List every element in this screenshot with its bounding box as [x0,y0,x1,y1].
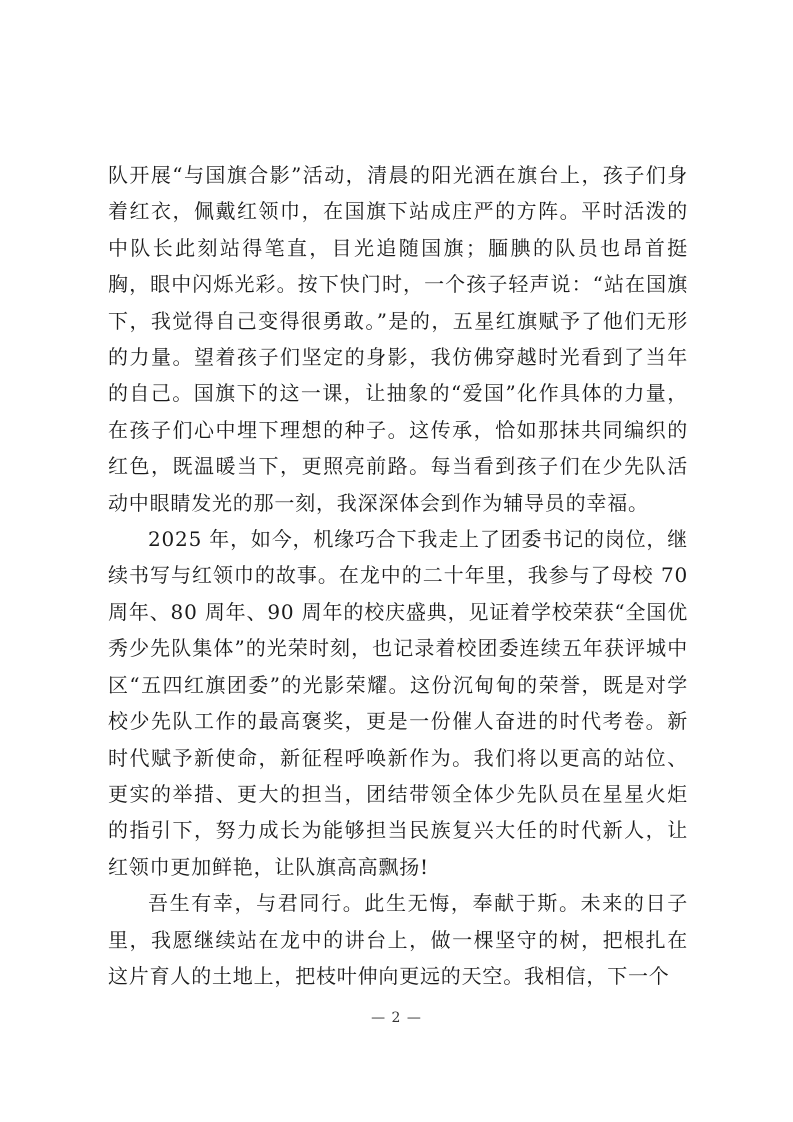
paragraph-2025: 2025 年，如今，机缘巧合下我走上了团委书记的岗位，继续书写与红领巾的故事。在龙中的二十年里，我参与了母校 70 周年、80 周年、90 周年的校庆盛典，见证着学校荣获“全国优秀少先队集体”的光荣时刻，也记录着校团委连续五年获评城中区“五四红旗团委”的光影荣耀。这份沉甸甸的荣誉，既是对学校少先队工作的最高褒奖，更是一份催人奋进的时代考卷。新时代赋予新使命，新征程呼唤新作为。我们将以更高的站位、更实的举措、更大的担当，团结带领全体少先队员在星星火炬的指引下，努力成长为能够担当民族复兴大任的时代新人，让红领巾更加鲜艳，让队旗高高飘扬! [108,527,688,879]
paragraph-continuation: 队开展“与国旗合影”活动，清晨的阳光洒在旗台上，孩子们身着红衣，佩戴红领巾，在国旗下站成庄严的方阵。平时活泼的中队长此刻站得笔直，目光追随国旗；腼腆的队员也昂首挺胸，眼中闪烁光彩。按下快门时，一个孩子轻声说：“站在国旗下，我觉得自己变得很勇敢。”是的，五星红旗赋予了他们无形的力量。望着孩子们坚定的身影，我仿佛穿越时光看到了当年的自己。国旗下的这一课，让抽象的“爱国”化作具体的力量，在孩子们心中埋下理想的种子。这传承，恰如那抹共同编织的红色，既温暖当下，更照亮前路。每当看到孩子们在少先队活动中眼睛发光的那一刻，我深深体会到作为辅导员的幸福。 [108,163,688,515]
page-number: — 2 — [371,1010,422,1026]
body-text [108,157,688,994]
paragraph-closing: 吾生有幸，与君同行。此生无悔，奉献于斯。未来的日子里，我愿继续站在龙中的讲台上，做一棵坚守的树，把根扎在这片育人的土地上，把枝叶伸向更远的天空。我相信，下一个 [108,891,688,988]
